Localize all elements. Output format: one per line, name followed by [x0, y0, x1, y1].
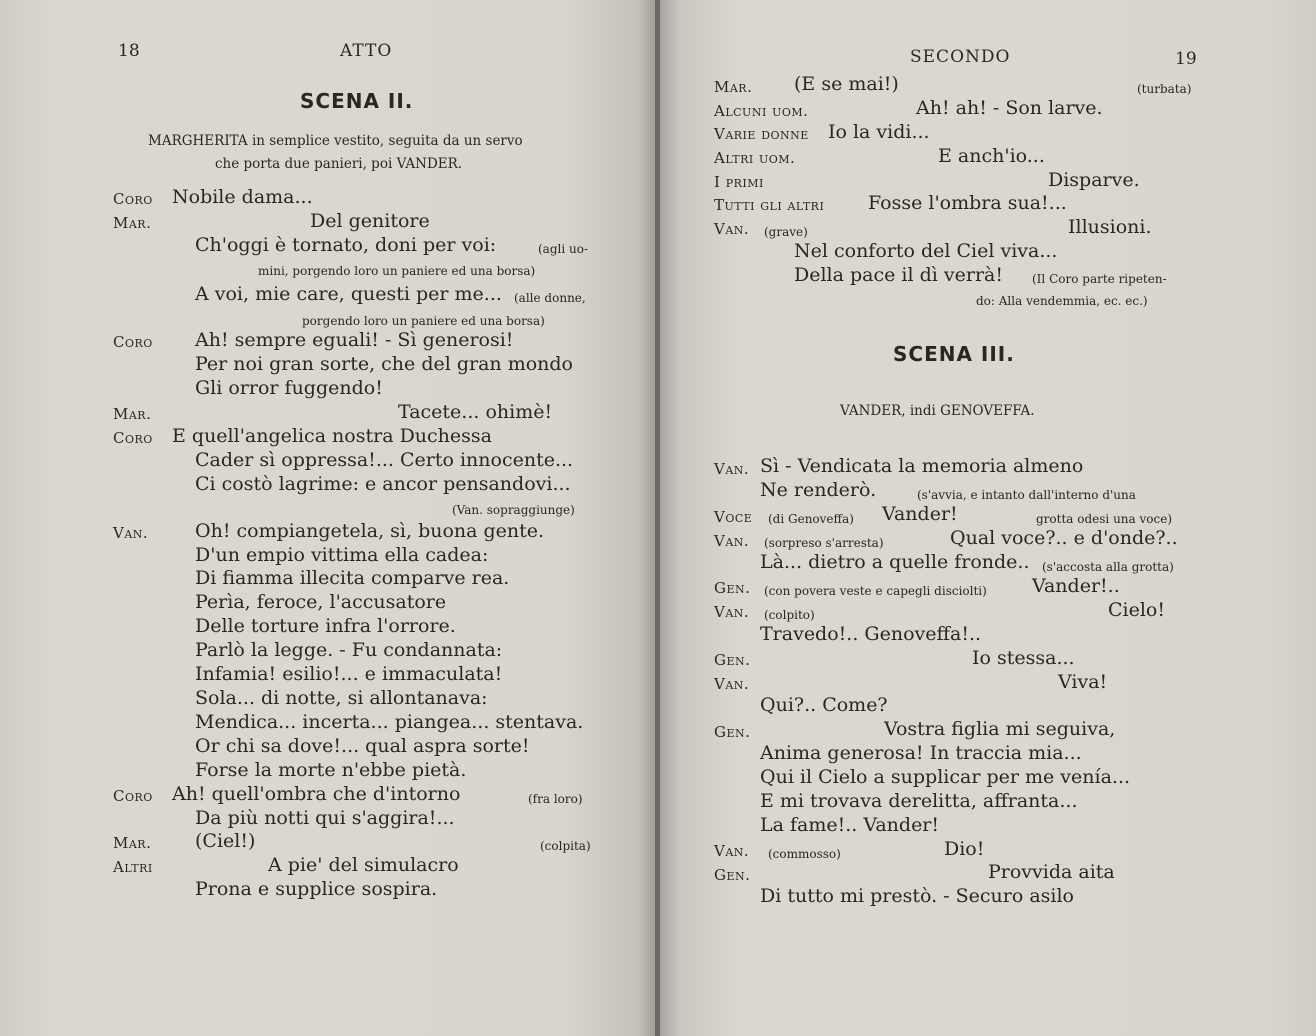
verse-line: E quell'angelica nostra Duchessa — [172, 425, 492, 447]
verse-line: Vander! — [882, 503, 958, 525]
verse-line: E anch'io... — [938, 145, 1045, 167]
verse-line: Da più notti qui s'aggira!... — [195, 807, 455, 829]
verse-line: Mendica... incerta... piangea... stentava. — [195, 711, 584, 733]
verse-line: La fame!.. Vander! — [760, 814, 940, 836]
verse-line: Io stessa... — [972, 647, 1075, 669]
speaker-name: Van. — [714, 460, 750, 478]
verse-line: Cader sì oppressa!... Certo innocente... — [195, 449, 574, 471]
stage-note: (s'avvia, e intanto dall'interno d'una — [917, 488, 1136, 502]
speaker-name: Gen. — [714, 579, 751, 597]
speaker-name: Alcuni uom. — [714, 102, 809, 120]
stage-note: (sorpreso s'arresta) — [764, 536, 884, 550]
verse-line: Gli orror fuggendo! — [195, 377, 383, 399]
verse-line: Or chi sa dove!... qual aspra sorte! — [195, 735, 530, 757]
verse-line: Ci costò lagrime: e ancor pensandovi... — [195, 473, 571, 495]
verse-line: Qual voce?.. e d'onde?.. — [950, 527, 1178, 549]
scene-title: SCENA III. — [893, 342, 1015, 366]
speaker-name: Tutti gli altri — [714, 196, 825, 214]
speaker-name: Van. — [113, 524, 149, 542]
verse-line: Della pace il dì verrà! — [794, 264, 1003, 286]
verse-line: D'un empio vittima ella cadea: — [195, 544, 489, 566]
stage-note: mini, porgendo loro un paniere ed una borsa) — [258, 264, 536, 278]
stage-note: (di Genoveffa) — [768, 512, 854, 526]
speaker-name: Van. — [714, 220, 750, 238]
verse-line: Delle torture infra l'orrore. — [195, 615, 456, 637]
verse-line: Prona e supplice sospira. — [195, 878, 438, 900]
verse-line: Cielo! — [1108, 599, 1166, 621]
verse-line: Nobile dama... — [172, 186, 313, 208]
scene-title: SCENA II. — [300, 89, 414, 113]
stage-note: (commosso) — [768, 847, 841, 861]
verse-line: Sola... di notte, si allontanava: — [195, 687, 488, 709]
stage-note: porgendo loro un paniere ed una borsa) — [302, 314, 545, 328]
stage-direction: VANDER, indi GENOVEFFA. — [840, 403, 1035, 419]
speaker-name: Mar. — [113, 834, 152, 852]
stage-note: (Van. sopraggiunge) — [452, 503, 575, 517]
stage-note: (colpito) — [764, 608, 815, 622]
verse-line: Provvida aita — [988, 861, 1115, 883]
speaker-name: Mar. — [113, 214, 152, 232]
speaker-name: Voce — [714, 508, 753, 526]
speaker-name: Van. — [714, 603, 750, 621]
stage-direction: MARGHERITA in semplice vestito, seguita da un servo — [148, 133, 523, 149]
stage-note: (agli uo- — [538, 242, 589, 256]
verse-line: Oh! compiangetela, sì, buona gente. — [195, 520, 545, 542]
speaker-name: Altri uom. — [714, 149, 796, 167]
speaker-name: Coro — [113, 429, 153, 447]
verse-line: Ah! ah! - Son larve. — [916, 97, 1103, 119]
verse-line: Ah! quell'ombra che d'intorno — [172, 783, 461, 805]
verse-line: Qui?.. Come? — [760, 694, 888, 716]
verse-line: Dio! — [944, 838, 985, 860]
verse-line: Perìa, feroce, l'accusatore — [195, 591, 447, 613]
stage-note: grotta odesi una voce) — [1036, 512, 1173, 526]
speaker-name: Varie donne — [714, 125, 809, 143]
speaker-name: Mar. — [113, 405, 152, 423]
verse-line: Viva! — [1058, 671, 1108, 693]
speaker-name: Coro — [113, 787, 153, 805]
speaker-name: Coro — [113, 333, 153, 351]
verse-line: Ch'oggi è tornato, doni per voi: — [195, 234, 497, 256]
speaker-name: Altri — [113, 858, 153, 876]
verse-line: Sì - Vendicata la memoria almeno — [760, 455, 1084, 477]
running-header: SECONDO — [910, 47, 1011, 67]
verse-line: Per noi gran sorte, che del gran mondo — [195, 353, 573, 375]
verse-line: Tacete... ohimè! — [398, 401, 553, 423]
verse-line: Fosse l'ombra sua!... — [868, 192, 1067, 214]
verse-line: Del genitore — [310, 210, 430, 232]
right-page — [660, 0, 1316, 1036]
verse-line: (Ciel!) — [195, 830, 256, 852]
speaker-name: Gen. — [714, 723, 751, 741]
verse-line: Parlò la legge. - Fu condannata: — [195, 639, 503, 661]
verse-line: Là... dietro a quelle fronde.. — [760, 551, 1030, 573]
stage-note: (Il Coro parte ripeten- — [1032, 272, 1167, 286]
stage-note: (colpita) — [540, 839, 591, 853]
verse-line: Vander!.. — [1032, 575, 1120, 597]
stage-note: (con povera veste e capegli disciolti) — [764, 584, 987, 598]
verse-line: Qui il Cielo a supplicar per me venía... — [760, 766, 1131, 788]
speaker-name: Coro — [113, 190, 153, 208]
verse-line: Travedo!.. Genoveffa!.. — [760, 623, 982, 645]
verse-line: Anima generosa! In traccia mia... — [760, 742, 1082, 764]
verse-line: Ah! sempre eguali! - Sì generosi! — [195, 329, 514, 351]
speaker-name: I primi — [714, 173, 764, 191]
verse-line: Di fiamma illecita comparve rea. — [195, 567, 510, 589]
speaker-name: Gen. — [714, 651, 751, 669]
verse-line: Infamia! esilio!... e immaculata! — [195, 663, 503, 685]
stage-note: (fra loro) — [528, 792, 583, 806]
page-number: 18 — [118, 41, 140, 61]
verse-line: Di tutto mi prestò. - Securo asilo — [760, 885, 1074, 907]
speaker-name: Mar. — [714, 78, 753, 96]
verse-line: Nel conforto del Ciel viva... — [794, 240, 1058, 262]
stage-note: (turbata) — [1137, 82, 1192, 96]
speaker-name: Van. — [714, 842, 750, 860]
stage-note: do: Alla vendemmia, ec. ec.) — [976, 294, 1148, 308]
running-header: ATTO — [340, 41, 393, 61]
speaker-name: Van. — [714, 675, 750, 693]
stage-note: (grave) — [764, 225, 808, 239]
verse-line: Forse la morte n'ebbe pietà. — [195, 759, 467, 781]
verse-line: (E se mai!) — [794, 73, 899, 95]
verse-line: Ne renderò. — [760, 479, 877, 501]
speaker-name: Van. — [714, 532, 750, 550]
verse-line: Io la vidi... — [828, 121, 930, 143]
verse-line: Illusioni. — [1068, 216, 1152, 238]
verse-line: Disparve. — [1048, 169, 1140, 191]
stage-note: (alle donne, — [514, 291, 586, 305]
speaker-name: Gen. — [714, 866, 751, 884]
verse-line: A pie' del simulacro — [268, 854, 459, 876]
page-number: 19 — [1175, 49, 1197, 69]
verse-line: A voi, mie care, questi per me... — [195, 283, 502, 305]
stage-direction: che porta due panieri, poi VANDER. — [215, 156, 463, 172]
stage-note: (s'accosta alla grotta) — [1042, 560, 1174, 574]
verse-line: E mi trovava derelitta, affranta... — [760, 790, 1078, 812]
verse-line: Vostra figlia mi seguiva, — [884, 718, 1116, 740]
